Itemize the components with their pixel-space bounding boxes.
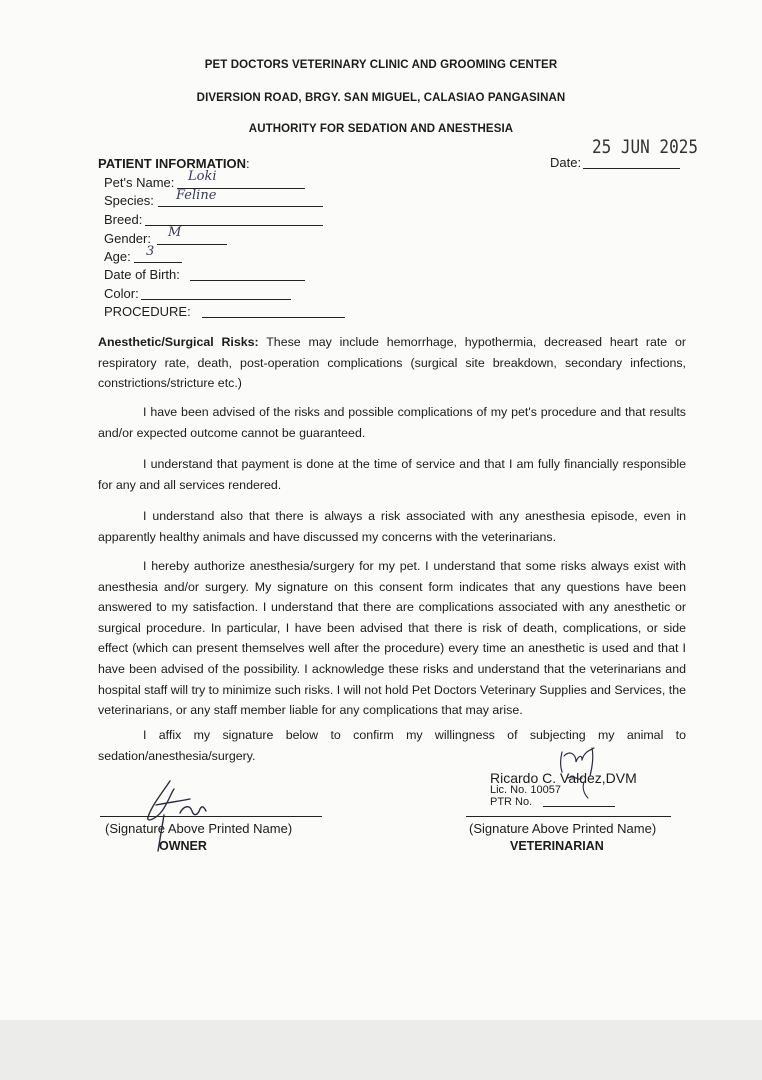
field-date-of-birth: Date of Birth:: [104, 267, 180, 282]
vet-license: Lic. No. 10057: [490, 784, 561, 796]
risks-text: These may include hemorrhage, hypothermia, decreased heart rate or respiratory rate, death, post-operation complications (surgical site breakdown, secondary infections, constrictions/stricture etc.): [98, 335, 687, 391]
field-age: Age:: [104, 249, 131, 264]
vet-handwritten-signature: [548, 744, 628, 804]
date-stamp: 25 JUN 2025: [592, 135, 698, 158]
paragraph-affirmation: I affix my signature below to confirm my willingness of subjecting my animal to sedation/anesthesia/surgery.: [98, 728, 686, 763]
field-pet-name: Pet's Name:: [104, 175, 175, 190]
risks-paragraph: [98, 332, 686, 394]
vet-signature-caption: (Signature Above Printed Name): [469, 821, 657, 836]
owner-signature-caption: (Signature Above Printed Name): [105, 821, 293, 836]
date-label: Date:: [550, 155, 582, 170]
species-value: Feline: [176, 188, 217, 203]
field-color: Color:: [104, 286, 139, 301]
form-title: AUTHORITY FOR SEDATION AND ANESTHESIA: [248, 123, 514, 135]
risks-heading: Anesthetic/Surgical Risks:: [98, 335, 259, 349]
gender-line: [157, 244, 227, 245]
field-procedure: PROCEDURE:: [104, 304, 191, 319]
field-breed: Breed:: [104, 212, 143, 227]
field-gender: Gender:: [104, 231, 151, 246]
gender-value: M: [168, 225, 182, 240]
clinic-name: PET DOCTORS VETERINARY CLINIC AND GROOMING CENTER: [204, 59, 558, 71]
vet-signature-line: [466, 816, 671, 817]
dob-line: [190, 280, 305, 281]
paragraph-authorization: I hereby authorize anesthesia/surgery for my pet. I understand that some risks always exist with anesthesia and/or surgery. My signature on this consent form indicates that any questions have been answered to my satisfaction. I understand that there are complications associated with any anesthetic or surgical procedure. In particular, I have been advised that there is risk of death, complications, or side effect (which can present themselves well after the procedure) every time an anesthetic is used and that I have been advised of the possibility. I acknowledge these risks and understand that the veterinarians and hospital staff will try to minimize such risks. I will not hold Pet Doctors Veterinary Supplies and Services, the veterinarians, or any staff member liable for any complications that may arise.: [98, 559, 686, 718]
vet-ptr: PTR No.: [490, 796, 533, 808]
paragraph-risk: I understand also that there is always a risk associated with any anesthesia episode, even in apparently healthy animals and have discussed my concerns with the veterinarians.: [98, 509, 686, 544]
paragraph-payment: I understand that payment is done at the time of service and that I am fully financially responsible for any and all services rendered.: [98, 457, 686, 492]
patient-info-title: PATIENT INFORMATION: [98, 156, 247, 171]
owner-role: OWNER: [159, 839, 207, 853]
ptr-field-line: [543, 806, 615, 807]
clinic-address: DIVERSION ROAD, BRGY. SAN MIGUEL, CALASIAO PANGASINAN: [196, 92, 566, 104]
age-line: [134, 262, 182, 263]
field-species: Species:: [104, 193, 154, 208]
color-line: [141, 299, 291, 300]
species-line: [158, 206, 323, 207]
vet-role: VETERINARIAN: [510, 839, 604, 853]
pet-name-value: Loki: [188, 169, 217, 184]
patient-info-colon: :: [246, 156, 250, 171]
vet-printed-name: Ricardo C. Valdez,DVM: [490, 770, 637, 786]
date-field-line: [583, 168, 680, 169]
patient-info-heading: [98, 156, 250, 171]
procedure-line: [202, 317, 345, 318]
owner-signature-line: [100, 816, 322, 817]
age-value: 3: [146, 244, 155, 259]
scan-margin: [0, 1020, 762, 1080]
paragraph-advised: I have been advised of the risks and possible complications of my pet's procedure and that results and/or expected outcome cannot be guaranteed.: [98, 405, 686, 440]
